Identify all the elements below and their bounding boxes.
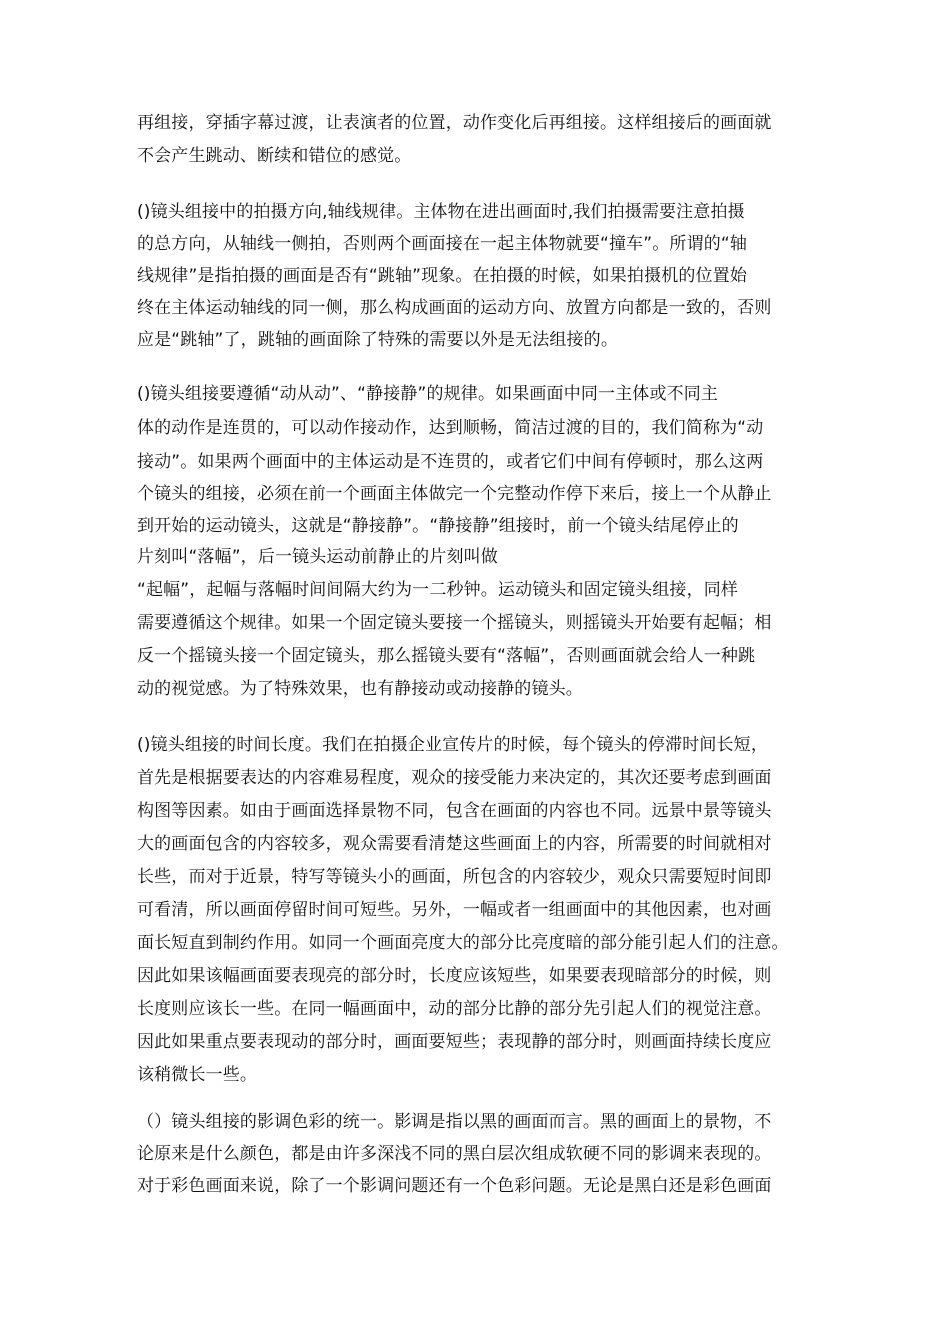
text-line: 再组接，穿插字幕过渡，让表演者的位置，动作变化后再组接。这样组接后的画面就 — [137, 113, 772, 133]
text-line: 体的动作是连贯的，可以动作接动作，达到顺畅，简洁过渡的目的，我们简称为“动 — [137, 418, 764, 438]
text-line: 反一个摇镜头接一个固定镜头，那么摇镜头要有“落幅”，否则画面就会给人一种跳 — [137, 646, 756, 666]
text-line: ()镜头组接要遵循“动从动”、“静接静”的规律。如果画面中同一主体或不同主 — [137, 384, 719, 404]
text-line: 不会产生跳动、断续和错位的感觉。 — [137, 146, 412, 166]
text-line: 需要遵循这个规律。如果一个固定镜头要接一个摇镜头，则摇镜头开始要有起幅；相 — [137, 613, 772, 633]
text-line: 因此如果重点要表现动的部分时，画面要短些；表现静的部分时，则画面持续长度应 — [137, 1032, 772, 1052]
text-line: 对于彩色画面来说，除了一个影调问题还有一个色彩问题。无论是黑白还是彩色画面 — [137, 1176, 772, 1196]
text-line: 长度则应该长一些。在同一幅画面中，动的部分比静的部分先引起人们的视觉注意。 — [137, 999, 772, 1019]
text-line: 论原来是什么颜色，都是由许多深浅不同的黑白层次组成软硬不同的影调来表现的。 — [137, 1144, 772, 1164]
text-line: 的总方向，从轴线一侧拍，否则两个画面接在一起主体物就要“撞车”。所谓的“轴 — [137, 234, 747, 254]
text-line: 片刻叫“落幅”，后一镜头运动前静止的片刻叫做 — [137, 547, 498, 567]
text-line: 首先是根据要表达的内容难易程度，观众的接受能力来决定的，其次还要考虑到画面 — [137, 768, 772, 788]
text-line: ()镜头组接中的拍摄方向,轴线规律。主体物在进出画面时,我们拍摄需要注意拍摄 — [137, 202, 745, 222]
text-line: 长些，而对于近景，特写等镜头小的画面，所包含的内容较少，观众只需要短时间即 — [137, 867, 772, 887]
text-line: 线规律”是指拍摄的画面是否有“跳轴”现象。在拍摄的时候，如果拍摄机的位置始 — [137, 266, 747, 286]
text-line: “起幅”，起幅与落幅时间间隔大约为一二秒钟。运动镜头和固定镜头组接，同样 — [137, 580, 739, 600]
text-line: 面长短直到制约作用。如同一个画面亮度大的部分比亮度暗的部分能引起人们的注意。 — [137, 933, 789, 953]
text-line: ()镜头组接的时间长度。我们在拍摄企业宣传片的时候，每个镜头的停滞时间长短， — [137, 735, 768, 755]
text-line: 因此如果该幅画面要表现亮的部分时，长度应该短些，如果要表现暗部分的时候，则 — [137, 966, 772, 986]
text-line: 到开始的运动镜头，这就是“静接静”。“静接静”组接时，前一个镜头结尾停止的 — [137, 516, 739, 536]
text-line: 该稍微长一些。 — [137, 1065, 258, 1085]
text-line: 构图等因素。如由于画面选择景物不同，包含在画面的内容也不同。远景中景等镜头 — [137, 801, 772, 821]
text-line: 接动”。如果两个画面中的主体运动是不连贯的，或者它们中间有停顿时，那么这两 — [137, 452, 764, 472]
text-line: 大的画面包含的内容较多，观众需要看清楚这些画面上的内容，所需要的时间就相对 — [137, 834, 772, 854]
text-line: 终在主体运动轴线的同一侧，那么构成画面的运动方向、放置方向都是一致的，否则 — [137, 298, 772, 318]
text-line: （）镜头组接的影调色彩的统一。影调是指以黑的画面而言。黑的画面上的景物，不 — [137, 1112, 772, 1132]
text-line: 可看清，所以画面停留时间可短些。另外，一幅或者一组画面中的其他因素，也对画 — [137, 900, 772, 920]
text-line: 个镜头的组接，必须在前一个画面主体做完一个完整动作停下来后，接上一个从静止 — [137, 484, 772, 504]
text-line: 动的视觉感。为了特殊效果，也有静接动或动接静的镜头。 — [137, 679, 583, 699]
text-line: 应是“跳轴”了，跳轴的画面除了特殊的需要以外是无法组接的。 — [137, 330, 618, 350]
